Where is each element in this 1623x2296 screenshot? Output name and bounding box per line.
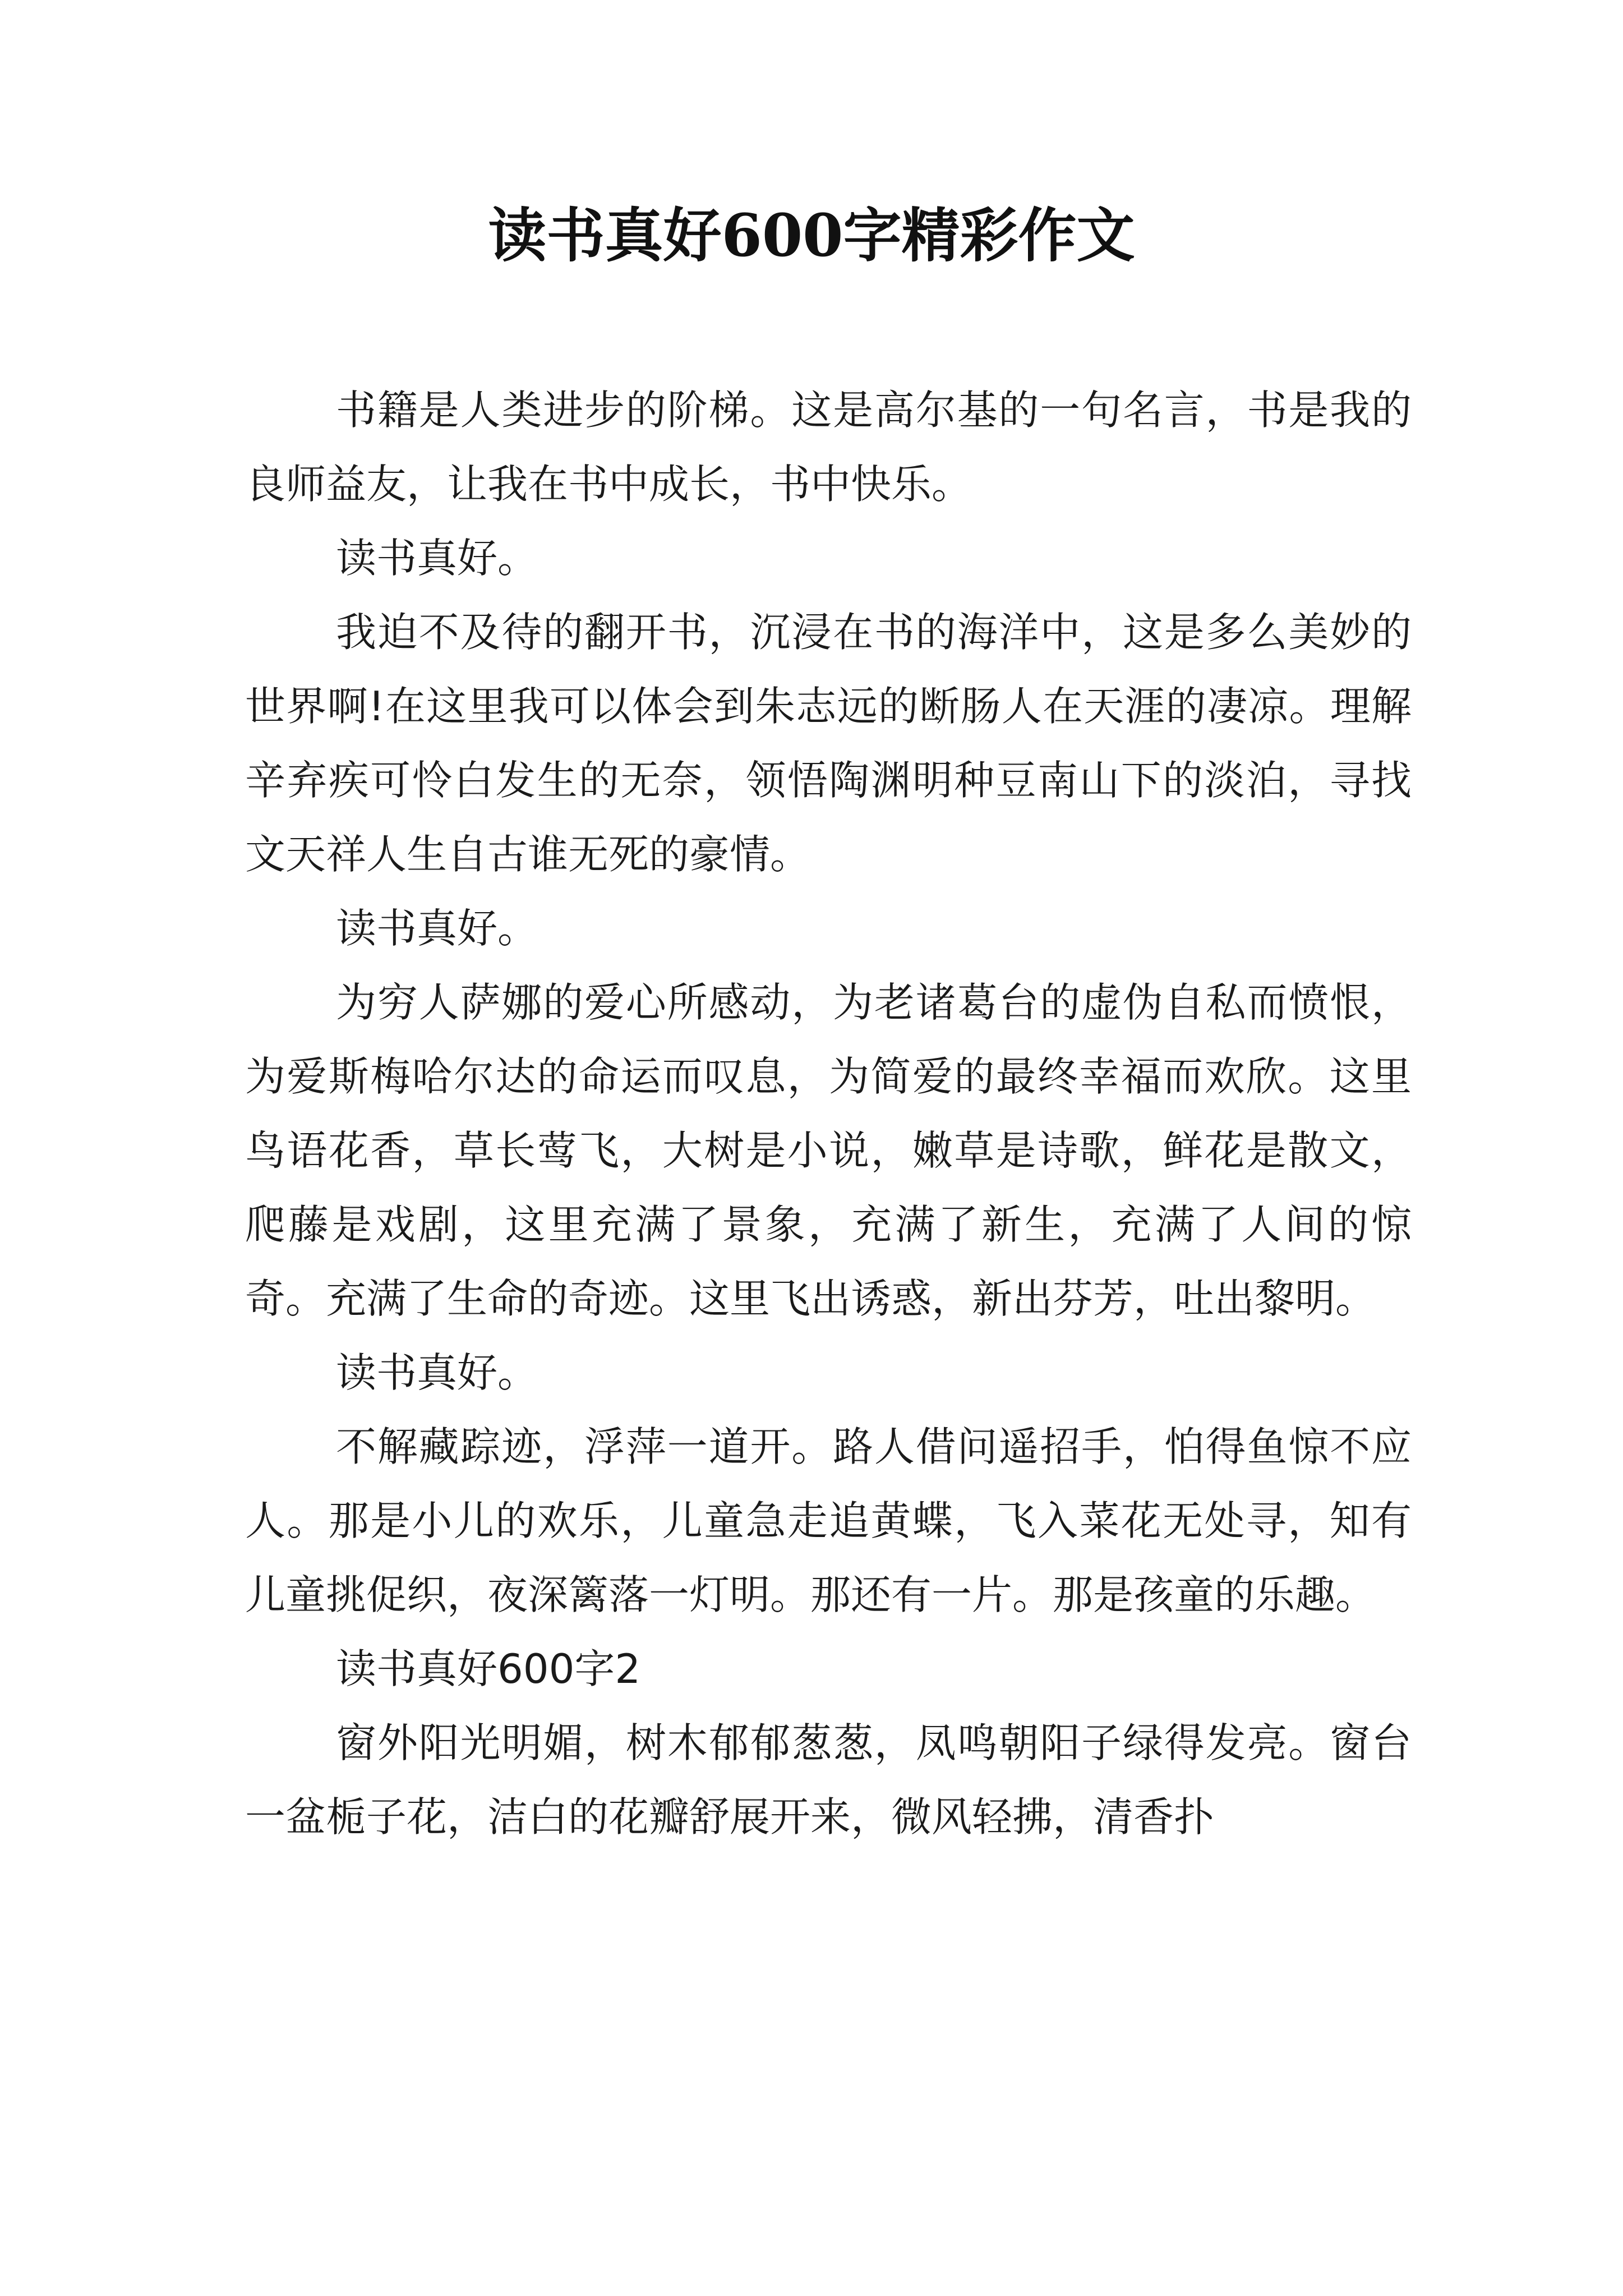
paragraph: 读书真好。	[336, 905, 538, 952]
paragraph: 我迫不及待的翻开书，沉浸在书的海洋中，这是多么美妙的世界啊!在这里我可以体会到朱志远的断肠人在天涯的凄凉。理解辛弃疾可怜白发生的无奈，领悟陶渊明种豆南山下的淡泊，寻找文天祥人生自古谁无死的豪情。	[245, 609, 1412, 878]
section-heading: 读书真好600字2	[336, 1645, 641, 1692]
paragraph: 读书真好。	[336, 535, 538, 582]
paragraph: 读书真好。	[336, 1349, 538, 1396]
paragraph: 不解藏踪迹，浮萍一道开。路人借问遥招手，怕得鱼惊不应人。那是小儿的欢乐，儿童急走追黄蝶，飞入菜花无处寻，知有儿童挑促织，夜深篱落一灯明。那还有一片。那是孩童的乐趣。	[245, 1423, 1412, 1618]
paragraph: 为穷人萨娜的爱心所感动，为老诸葛台的虚伪自私而愤恨，为爱斯梅哈尔达的命运而叹息，为简爱的最终幸福而欢欣。这里鸟语花香，草长莺飞，大树是小说，嫩草是诗歌，鲜花是散文，爬藤是戏剧，这里充满了景象，充满了新生，充满了人间的惊奇。充满了生命的奇迹。这里飞出诱惑，新出芬芳，吐出黎明。	[245, 979, 1412, 1322]
paragraph: 窗外阳光明媚，树木郁郁葱葱，凤鸣朝阳子绿得发亮。窗台一盆栀子花，洁白的花瓣舒展开来，微风轻拂，清香扑	[245, 1719, 1412, 1841]
paragraph: 书籍是人类进步的阶梯。这是高尔基的一句名言，书是我的良师益友，让我在书中成长，书中快乐。	[245, 386, 1412, 508]
document-title: 读书真好600字精彩作文	[488, 201, 1135, 270]
document-body	[245, 373, 1412, 1854]
